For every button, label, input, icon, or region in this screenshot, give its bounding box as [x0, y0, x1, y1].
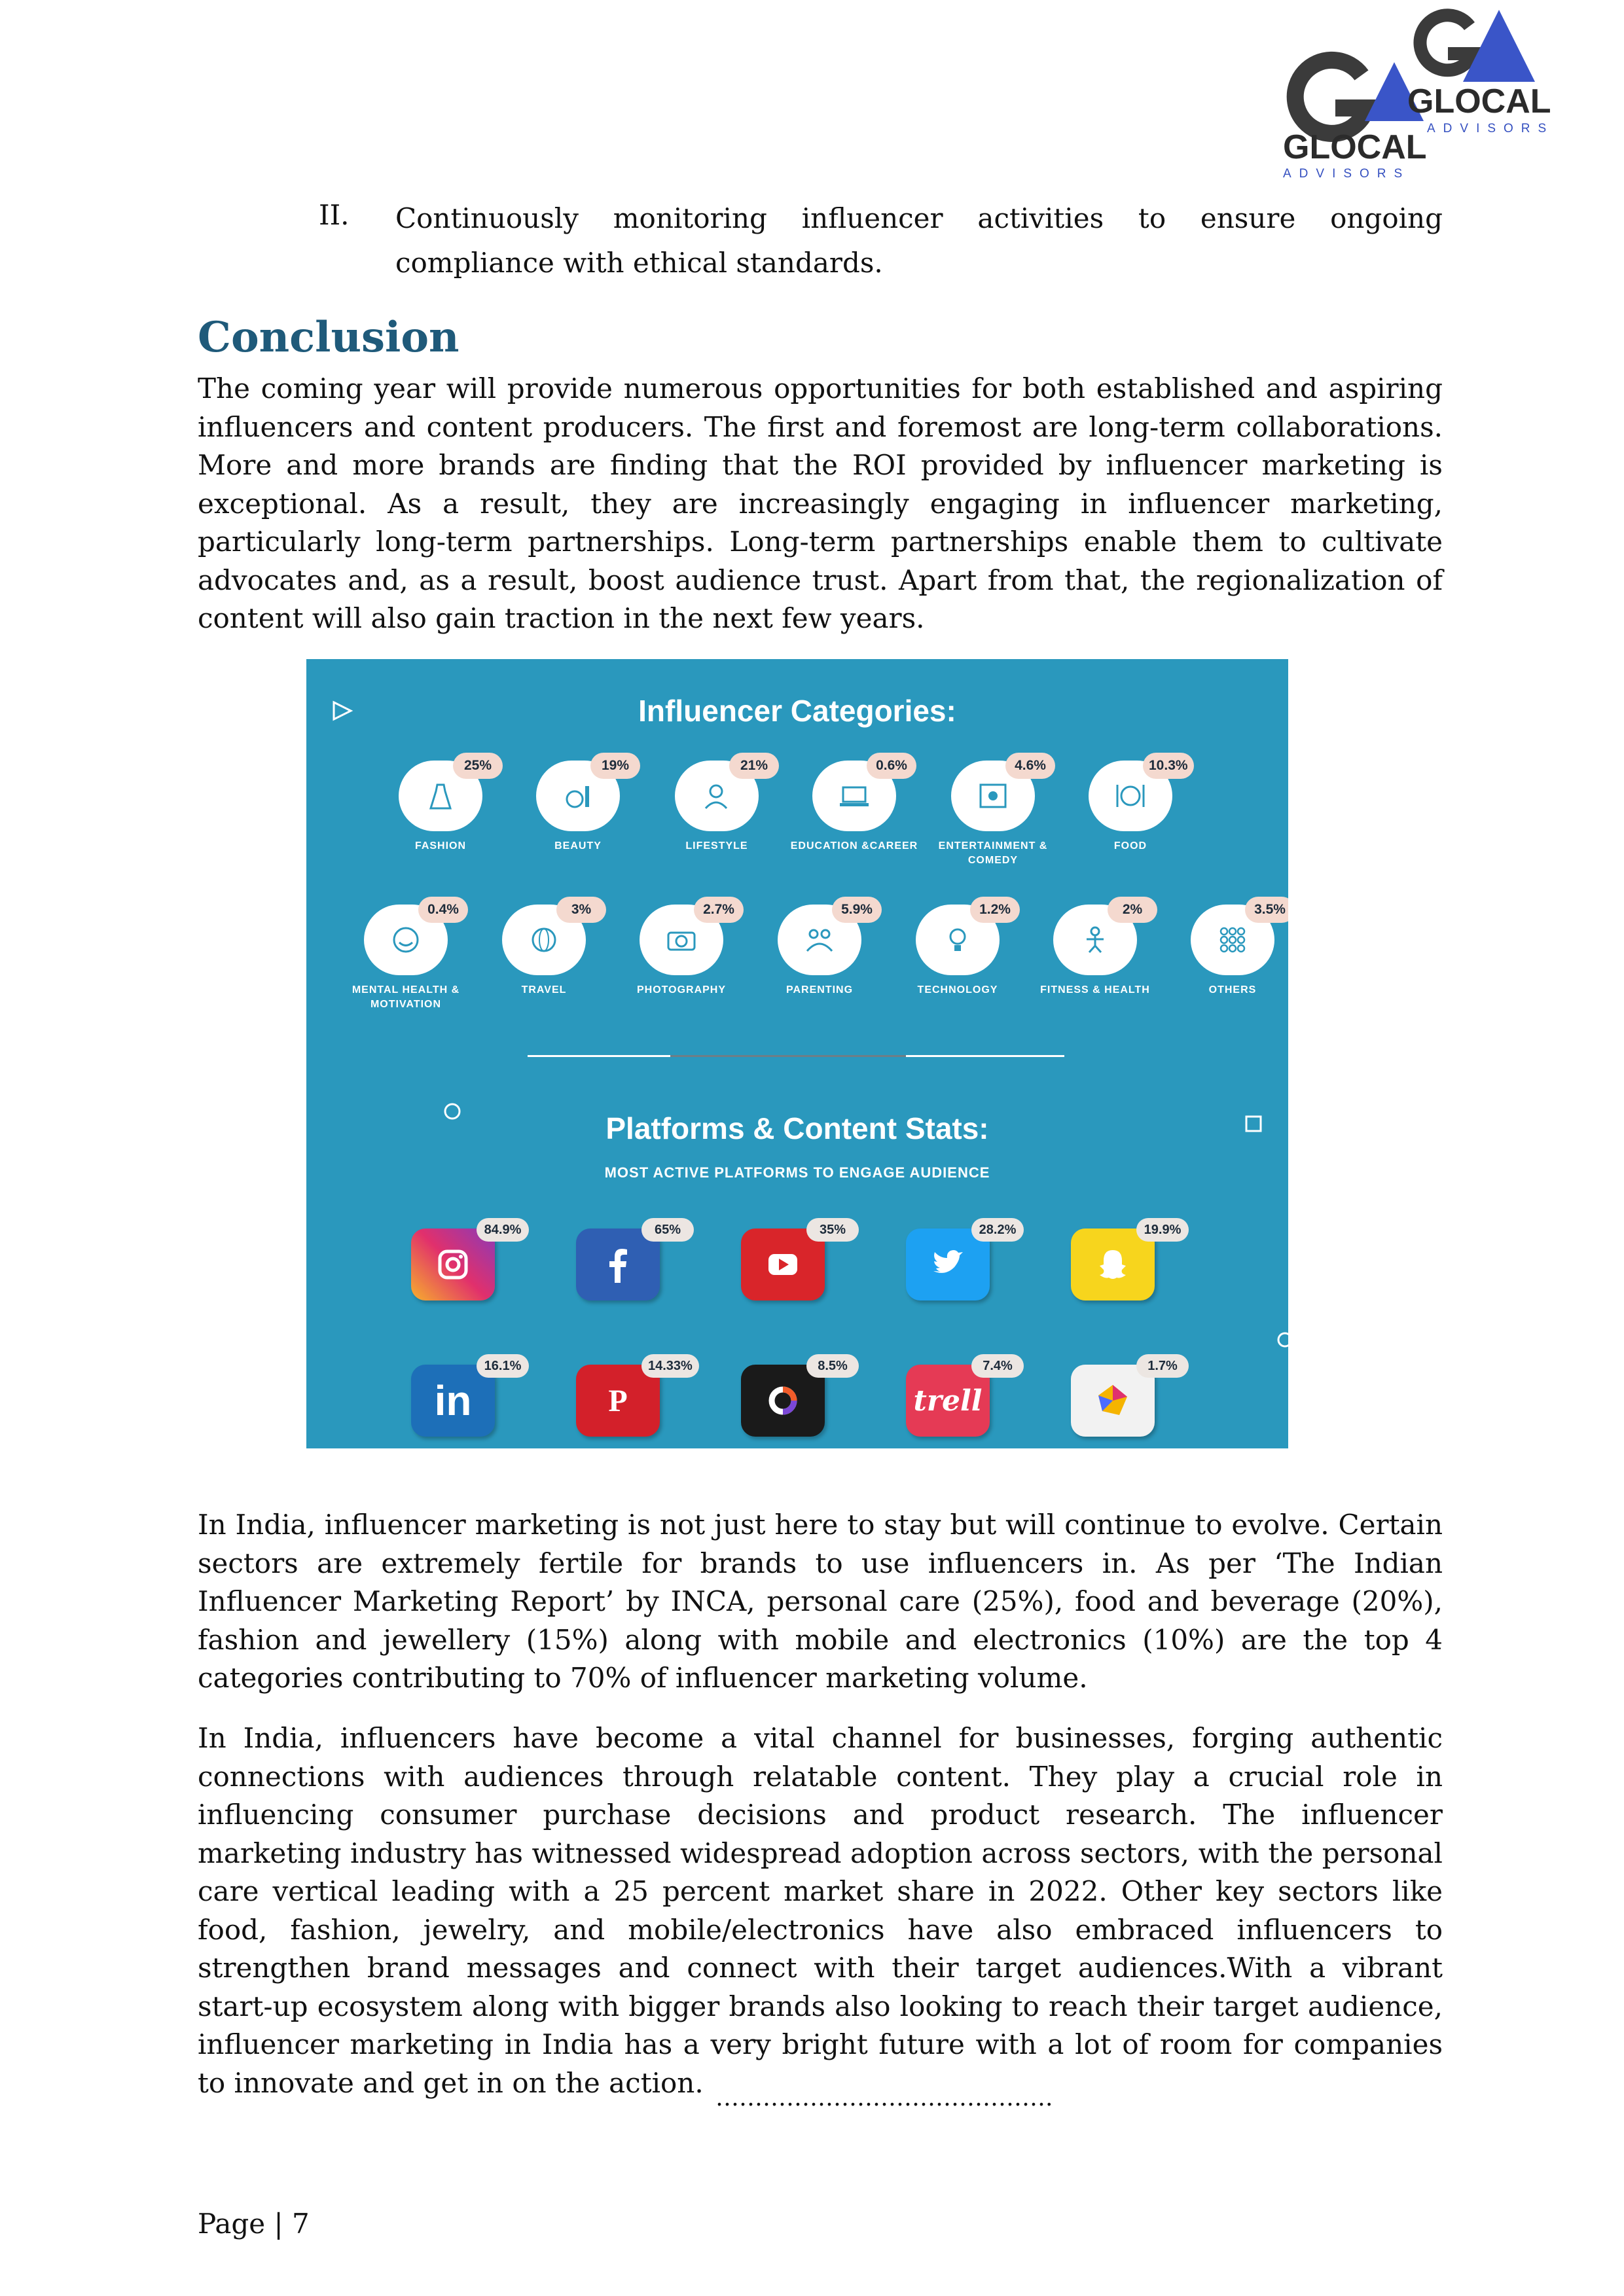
platforms-title: Platforms & Content Stats:: [605, 1111, 989, 1145]
logo-subtext-bottom: ADVISORS: [1283, 167, 1411, 181]
category-label: EDUCATION &CAREER: [790, 840, 918, 852]
category-label: FITNESS & HEALTH: [1040, 984, 1150, 996]
influencer-infographic: [306, 659, 1288, 1448]
category-percentage: 0.4%: [418, 897, 468, 923]
category-percentage: 10.3%: [1143, 753, 1194, 779]
category-label: MENTAL HEALTH & MOTIVATION: [352, 984, 460, 1010]
body-paragraph-1: In India, influencer marketing is not just here to stay but will continue to evolve. Certain sectors are extremely fertile for brands to use influencers in. As per ‘The Indian Influencer Marketing Report’ by INCA, personal care (25%), food and beverage (20%), fashion and jewellery (15%) along with mobile and electronics (10%) are the top 4 categories contributing to 70% of influencer marketing volume.: [198, 1509, 1443, 1694]
category-label: LIFESTYLE: [685, 840, 748, 852]
category-label: PARENTING: [785, 984, 854, 996]
platform-item: [576, 1358, 693, 1448]
body-paragraph-2: In India, influencers have become a vital channel for businesses, forging authentic connections with audiences through relatable content. They play a crucial role in influencing consumer purchase decisions and product research. The influencer marketing industry has witnessed widespread adoption across sectors, with the personal care vertical leading with a 25 percent market share in 2022. Other key sectors like food, fashion, jewelry, and mobile/electronics have also embraced influencers to strengthen brand messages and connect with their target audiences.With a vibrant start-up ecosystem along with bigger brands also looking to reach their target audience, influencer marketing in India has a very bright future with a lot of room for companies to innovate and get in on the action.: [198, 1722, 1443, 2099]
logo-wordmark-bottom: GLOCAL: [1283, 128, 1427, 166]
category-percentage: 3%: [556, 897, 606, 923]
trell-wordmark: trell: [913, 1384, 983, 1418]
svg-text:P: P: [608, 1384, 628, 1418]
category-percentage: 1.2%: [970, 897, 1020, 923]
platform-item: [1071, 1222, 1182, 1320]
platform-percentage: 16.1%: [477, 1354, 529, 1378]
platform-percentage: 28.2%: [971, 1218, 1024, 1242]
category-label: TECHNOLOGY: [917, 984, 998, 996]
platform-percentage: 35%: [806, 1218, 859, 1242]
separator-dots: …………………………………….: [715, 2085, 1053, 2111]
platform-percentage: 7.4%: [971, 1354, 1024, 1378]
platforms-subtitle: MOST ACTIVE PLATFORMS TO ENGAGE AUDIENCE: [604, 1164, 990, 1181]
list-item-numeral: II.: [319, 199, 350, 231]
platform-item: [741, 1222, 846, 1320]
category-percentage: 3.5%: [1245, 897, 1288, 923]
platform-percentage: 1.7%: [1136, 1354, 1189, 1378]
company-logo: [1283, 7, 1558, 183]
category-percentage: 2.7%: [694, 897, 744, 923]
conclusion-heading: Conclusion: [198, 313, 460, 362]
linkedin-wordmark: in: [434, 1377, 472, 1424]
platform-percentage: 65%: [641, 1218, 694, 1242]
category-percentage: 21%: [729, 753, 779, 779]
platform-item: [906, 1358, 1013, 1448]
platform-percentage: 14.33%: [641, 1354, 699, 1378]
platform-item: [576, 1222, 681, 1320]
category-label: PHOTOGRAPHY: [636, 984, 727, 996]
platform-percentage: 8.5%: [806, 1354, 859, 1378]
platform-item: [411, 1222, 522, 1320]
divider-line-accent: [670, 1055, 906, 1057]
logo-wordmark-top: GLOCAL: [1407, 82, 1551, 120]
platform-percentage: 19.9%: [1136, 1218, 1189, 1242]
logo-triangle-large: [1460, 7, 1538, 85]
platform-item: [411, 1358, 522, 1448]
page-number: Page | 7: [198, 2208, 310, 2240]
list-item-text: Continuously monitoring influencer activities to ensure ongoing compliance with ethical standards.: [395, 202, 1443, 279]
category-percentage: 0.6%: [867, 753, 916, 779]
category-label: FOOD: [1113, 840, 1147, 852]
platform-item: [741, 1358, 848, 1448]
category-label: ENTERTAINMENT & COMEDY: [938, 840, 1048, 866]
category-percentage: 5.9%: [832, 897, 882, 923]
category-percentage: 19%: [590, 753, 640, 779]
category-percentage: 4.6%: [1005, 753, 1055, 779]
categories-title: Influencer Categories:: [638, 694, 956, 728]
platform-percentage: 84.9%: [477, 1218, 529, 1242]
logo-subtext-top: ADVISORS: [1427, 122, 1555, 135]
category-percentage: 25%: [453, 753, 503, 779]
circle-edge-decoration-icon: [1275, 1330, 1288, 1350]
category-percentage: 2%: [1108, 897, 1157, 923]
conclusion-paragraph: The coming year will provide numerous opportunities for both established and aspiring influencers and content producers. The first and foremost are long-term collaborations. More and more brands are finding that the ROI provided by influencer marketing is exceptional. As a result, they are increasingly engaging in influencer marketing, particularly long-term partnerships. Long-term partnerships enable them to cultivate advocates and, as a result, boost audience trust. Apart from that, the regionalization of content will also gain traction in the next few years.: [198, 372, 1443, 634]
category-label: TRAVEL: [521, 984, 567, 996]
platform-item: [906, 1222, 1017, 1320]
category-label: BEAUTY: [554, 840, 602, 852]
category-label: OTHERS: [1208, 984, 1257, 996]
category-label: FASHION: [414, 840, 467, 852]
platform-item: [1071, 1358, 1178, 1448]
